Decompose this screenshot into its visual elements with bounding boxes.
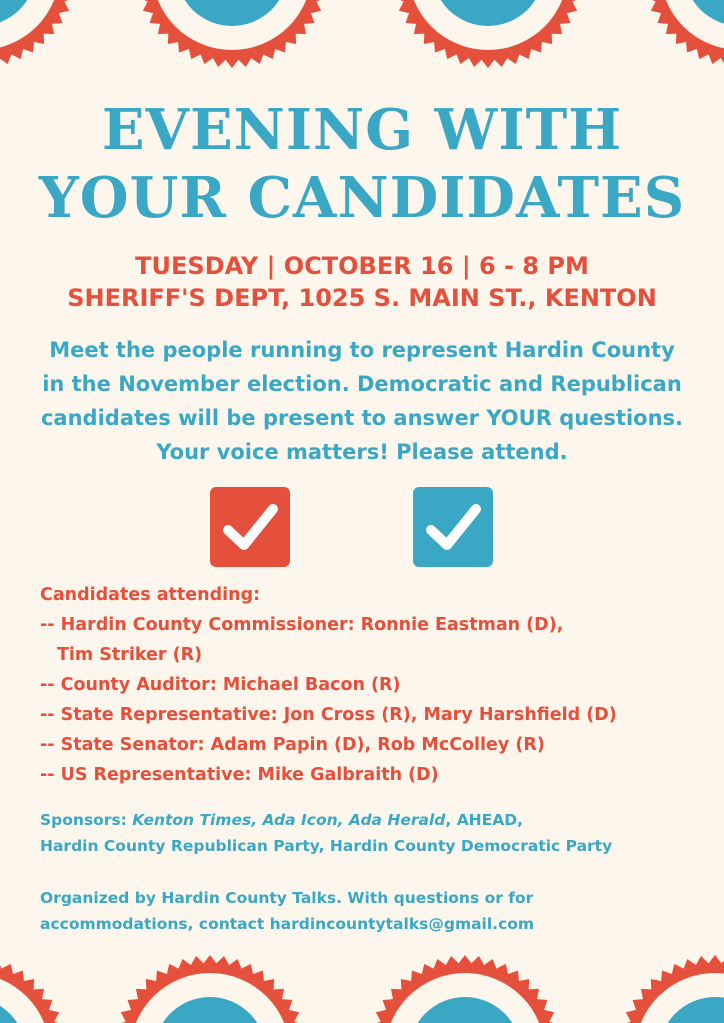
sponsors-newspapers: Kenton Times, Ada Icon, Ada Herald xyxy=(132,811,446,829)
blue-checkbox-icon xyxy=(413,487,493,567)
rosette-icon xyxy=(367,955,563,1023)
red-checkbox-icon xyxy=(210,487,290,567)
intro-line-2: in the November election. Democratic and Republican xyxy=(42,372,682,396)
event-title-line-2: YOUR CANDIDATES xyxy=(38,165,686,231)
intro-line-1: Meet the people running to represent Hardin County xyxy=(49,338,675,362)
sponsors-line-2: Hardin County Republican Party, Hardin County Democratic Party xyxy=(40,837,613,855)
top-rosette-border xyxy=(0,0,724,90)
event-date-time: TUESDAY | OCTOBER 16 | 6 - 8 PM xyxy=(135,252,589,280)
sponsors-label: Sponsors: xyxy=(40,811,133,829)
organizer-line-1: Organized by Hardin County Talks. With questions or for xyxy=(40,889,534,907)
rosette-icon xyxy=(642,0,724,68)
rosette-icon xyxy=(390,0,586,68)
organizer-line-2: accommodations, contact hardincountytalks@gmail.com xyxy=(40,915,535,933)
rosette-icon xyxy=(617,955,724,1023)
rosette-icon xyxy=(134,0,330,68)
candidate-line: -- Hardin County Commissioner: Ronnie Eastman (D), xyxy=(40,615,564,635)
candidate-line: -- State Representative: Jon Cross (R), Mary Harshfield (D) xyxy=(40,705,617,725)
rosette-icon xyxy=(112,955,308,1023)
rosette-icon xyxy=(0,0,78,68)
bottom-rosette-border xyxy=(0,935,724,1023)
candidates-heading: Candidates attending: xyxy=(40,585,261,605)
event-location: SHERIFF'S DEPT, 1025 S. MAIN ST., KENTON xyxy=(67,284,657,312)
event-title-line-1: EVENING WITH xyxy=(101,97,623,163)
intro-line-3: candidates will be present to answer YOUR questions. xyxy=(40,406,684,430)
candidate-line: -- State Senator: Adam Papin (D), Rob McColley (R) xyxy=(40,735,545,755)
candidate-line: -- County Auditor: Michael Bacon (R) xyxy=(40,675,401,695)
candidate-line: -- US Representative: Mike Galbraith (D) xyxy=(40,765,439,785)
intro-line-4: Your voice matters! Please attend. xyxy=(156,440,568,464)
rosette-icon xyxy=(0,955,68,1023)
candidate-line: Tim Striker (R) xyxy=(57,645,203,665)
sponsors-line-1 xyxy=(40,806,523,834)
sponsors-rest: , AHEAD, xyxy=(445,811,523,829)
